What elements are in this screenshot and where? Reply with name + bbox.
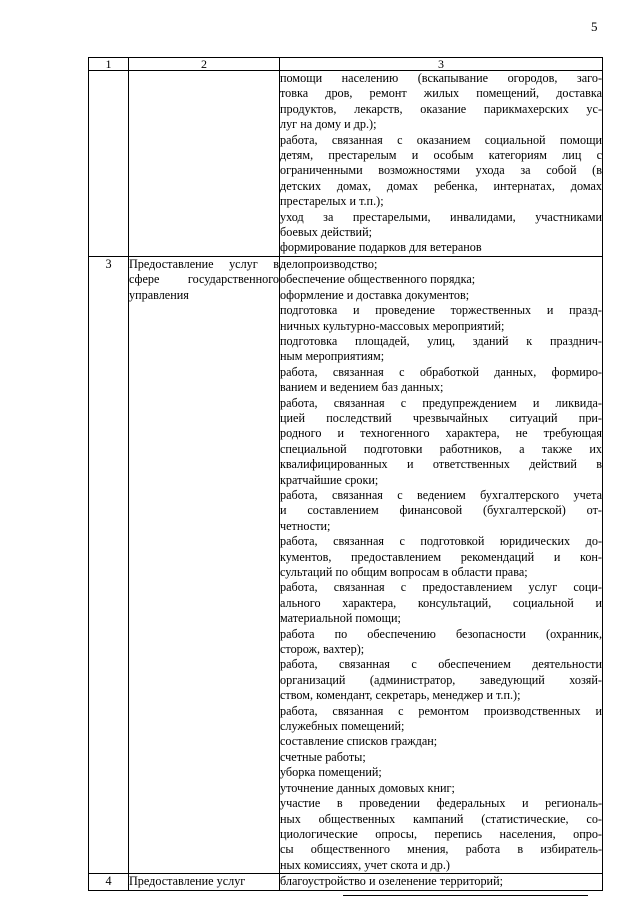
- description-line: родного и техногенного характера, не требующая: [280, 426, 602, 441]
- footer-rule: [343, 895, 588, 896]
- table-row: [89, 874, 603, 890]
- description-line: ным мероприятиям;: [280, 349, 385, 364]
- description-line: ограниченными возможностями ухода за собой (в: [280, 163, 602, 178]
- work-types: [280, 71, 603, 257]
- description-line: помощи населению (вскапывание огородов, заго-: [280, 71, 602, 85]
- description-line: подготовка площадей, улиц, зданий к празднич-: [280, 333, 602, 348]
- description-line: работа, связанная с предоставлением услуг соци-: [280, 580, 602, 595]
- table-header-row: [89, 58, 603, 71]
- description-line: работа, связанная с ремонтом производственных и: [280, 703, 602, 718]
- table-row: [89, 71, 603, 257]
- service-name: Предоставление услуг в сфере государственного управления: [129, 256, 280, 873]
- description-line: кратчайшие сроки;: [280, 472, 379, 487]
- description-line: уход за престарелыми, инвалидами, участниками: [280, 209, 602, 224]
- description-line: кументов, предоставлением рекомендаций и кон-: [280, 549, 602, 564]
- description-line: товка дров, ремонт жилых помещений, доставка: [280, 86, 602, 101]
- work-types: [280, 874, 603, 890]
- description-line: служебных помещений;: [280, 719, 405, 734]
- description-line: уточнение данных домовых книг;: [280, 780, 455, 795]
- description-line: квалифицированных и ответственных действий в: [280, 457, 602, 472]
- page-number: 5: [591, 19, 598, 34]
- description-line: ных общественных кампаний (статистические, со-: [280, 811, 602, 826]
- description-line: работа по обеспечению безопасности (охранник,: [280, 626, 602, 641]
- description-line: работа, связанная с подготовкой юридических до-: [280, 534, 602, 549]
- description-line: счетные работы;: [280, 749, 366, 764]
- row-number: 3: [89, 256, 129, 873]
- description-line: участие в проведении федеральных и региональ-: [280, 796, 602, 811]
- description-line: сультаций по общим вопросам в области права;: [280, 565, 528, 579]
- row-number: [89, 71, 129, 257]
- table-row: [89, 256, 603, 873]
- description-line: цией последствий чрезвычайных ситуаций при-: [280, 410, 602, 425]
- description-line: сы общественного мнения, работа в избиратель-: [280, 842, 602, 857]
- description-line: работа, связанная с предупреждением и ликвида-: [280, 395, 602, 410]
- description-line: детям, престарелым и особым категориям лиц с: [280, 148, 602, 163]
- description-line: луг на дому и др.);: [280, 117, 377, 132]
- description-line: делопроизводство;: [280, 256, 378, 271]
- column-header-3: 3: [280, 58, 603, 71]
- description-line: продуктов, лекарств, оказание парикмахерских ус-: [280, 101, 602, 116]
- description-line: формирование подарков для ветеранов: [280, 240, 482, 255]
- description-line: четности;: [280, 518, 331, 533]
- description-line: материальной помощи;: [280, 611, 401, 626]
- column-header-2: 2: [129, 58, 280, 71]
- description-line: работа, связанная с обеспечением деятельности: [280, 657, 602, 672]
- description-line: благоустройство и озеленение территорий;: [280, 874, 503, 889]
- description-line: престарелых и т.п.);: [280, 194, 384, 209]
- description-line: сторож, вахтер);: [280, 642, 365, 657]
- description-line: и составлением финансовой (бухгалтерской) от-: [280, 503, 602, 518]
- row-number: 4: [89, 874, 129, 890]
- description-line: детских домах, домах ребенка, интернатах, домах: [280, 178, 602, 193]
- description-line: циологические опросы, перепись населения, опро-: [280, 826, 602, 841]
- description-line: уборка помещений;: [280, 765, 382, 780]
- description-line: оформление и доставка документов;: [280, 287, 470, 302]
- description-line: ванием и ведением баз данных;: [280, 380, 444, 395]
- description-line: специальной подготовки работников, а также их: [280, 441, 602, 456]
- service-name: [129, 71, 280, 257]
- services-table: [88, 57, 603, 891]
- description-line: работа, связанная с ведением бухгалтерского учета: [280, 487, 602, 502]
- service-name: Предоставление услуг: [129, 874, 280, 890]
- description-line: ством, комендант, секретарь, менеджер и т.п.);: [280, 688, 521, 703]
- description-line: ального характера, консультаций, социальной и: [280, 595, 602, 610]
- column-header-1: 1: [89, 58, 129, 71]
- description-line: составление списков граждан;: [280, 734, 438, 749]
- work-types: [280, 256, 603, 873]
- description-line: ничных культурно-массовых мероприятий;: [280, 318, 505, 333]
- description-line: боевых действий;: [280, 225, 372, 240]
- description-line: работа, связанная с обработкой данных, формиро-: [280, 364, 602, 379]
- description-line: организаций (администратор, заведующий хозяй-: [280, 672, 602, 687]
- description-line: ных комиссиях, учет скота и др.): [280, 857, 450, 872]
- description-line: обеспечение общественного порядка;: [280, 272, 476, 287]
- description-line: работа, связанная с оказанием социальной помощи: [280, 132, 602, 147]
- description-line: подготовка и проведение торжественных и празд-: [280, 303, 602, 318]
